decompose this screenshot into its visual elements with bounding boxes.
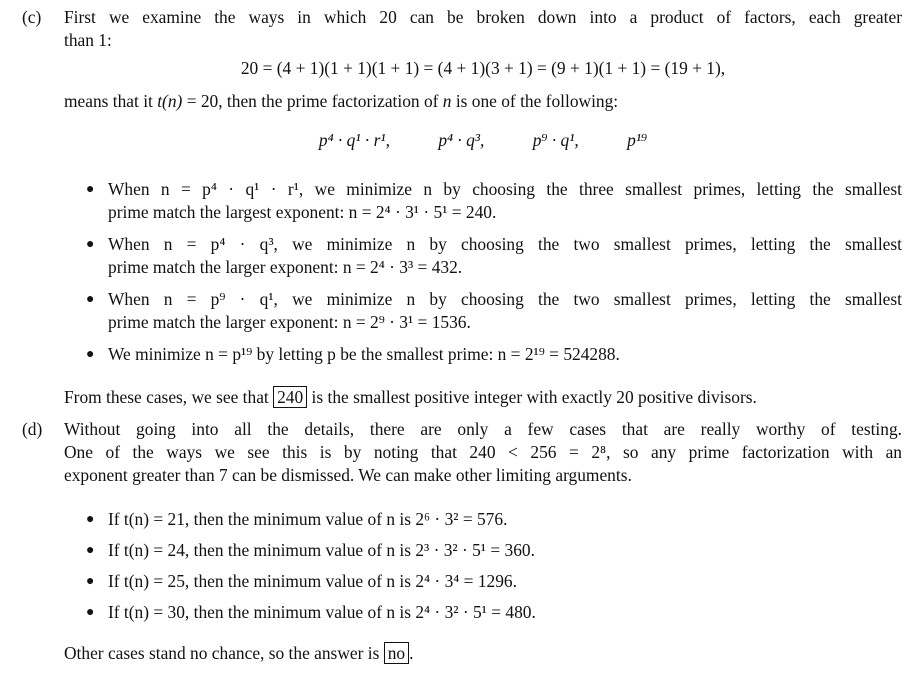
part-c-body <box>64 6 902 406</box>
bullet-1-line-2: prime match the largest exponent: n = 2⁴ · 3¹ · 5¹ = 240. <box>108 202 497 222</box>
part-c-conclusion <box>64 386 757 409</box>
statement-tn: t(n) <box>157 91 183 111</box>
bullet-icon: ● <box>86 347 95 362</box>
list-item <box>84 508 902 539</box>
part-c <box>22 6 902 406</box>
part-d-label: (d) <box>22 419 43 439</box>
part-d <box>22 418 902 668</box>
part-d-para-line-2: One of the ways we see this is by noting that 240 < 256 = 2⁸, so any prime factorization with an <box>64 442 902 462</box>
case-2: If t(n) = 24, then the minimum value of n is 2³ · 3² · 5¹ = 360. <box>108 540 535 560</box>
bullet-3-line-1: When n = p⁹ · q¹, we minimize n by choosing the two smallest primes, letting the smallest <box>108 289 902 309</box>
form-3: p⁹ · q¹, <box>532 130 579 150</box>
list-item <box>84 233 902 288</box>
answer-box-240: 240 <box>273 386 307 408</box>
case-4: If t(n) = 30, then the minimum value of n is 2⁴ · 3² · 5¹ = 480. <box>108 602 536 622</box>
bullet-2-line-1: When n = p⁴ · q³, we minimize n by choosing the two smallest primes, letting the smallest <box>108 234 902 254</box>
test-case-bullets <box>84 508 902 632</box>
bullet-icon: ● <box>86 574 95 589</box>
factorization-forms <box>64 129 902 152</box>
part-c-label: (c) <box>22 7 42 27</box>
list-item <box>84 570 902 601</box>
final-prefix: Other cases stand no chance, so the answer is <box>64 643 384 663</box>
bullet-2-line-2: prime match the larger exponent: n = 2⁴ · 3³ = 432. <box>108 257 463 277</box>
part-c-intro-line-2: than 1: <box>64 30 112 50</box>
list-item <box>84 288 902 343</box>
part-d-para-line-1: Without going into all the details, there are only a few cases that are really worthy of testing. <box>64 419 902 439</box>
form-1: p⁴ · q¹ · r¹, <box>318 130 390 150</box>
conclusion-prefix: From these cases, we see that <box>64 387 274 407</box>
bullet-icon: ● <box>86 512 95 527</box>
bullet-1-line-1: When n = p⁴ · q¹ · r¹, we minimize n by choosing the three smallest primes, letting the smallest <box>108 179 902 199</box>
form-2: p⁴ · q³, <box>438 130 485 150</box>
statement-prefix: means that it <box>64 91 158 111</box>
form-4: p¹⁹ <box>627 130 648 150</box>
list-item <box>84 178 902 233</box>
final-suffix: . <box>409 643 414 663</box>
bullet-icon: ● <box>86 543 95 558</box>
answer-box-no: no <box>384 642 409 664</box>
part-d-body <box>64 418 902 668</box>
list-item <box>84 539 902 570</box>
list-item <box>84 601 902 632</box>
part-d-final <box>64 642 413 665</box>
prime-factorization-statement <box>64 90 902 113</box>
part-c-intro-line-1: First we examine the ways in which 20 can be broken down into a product of factors, each greater <box>64 7 902 27</box>
statement-n: n <box>442 91 452 111</box>
bullet-icon: ● <box>86 292 95 307</box>
factor-equation: 20 = (4 + 1)(1 + 1)(1 + 1) = (4 + 1)(3 + 1) = (9 + 1)(1 + 1) = (19 + 1), <box>240 58 726 78</box>
part-d-para-line-3: exponent greater than 7 can be dismissed. We can make other limiting arguments. <box>64 465 632 485</box>
bullet-3-line-2: prime match the larger exponent: n = 2⁹ · 3¹ = 1536. <box>108 312 471 332</box>
bullet-icon: ● <box>86 605 95 620</box>
case-1: If t(n) = 21, then the minimum value of n is 2⁶ · 3² = 576. <box>108 509 508 529</box>
bullet-icon: ● <box>86 237 95 252</box>
bullet-icon: ● <box>86 182 95 197</box>
statement-mid: = 20, then the prime factorization of <box>182 91 443 111</box>
statement-suffix: is one of the following: <box>451 91 619 111</box>
case-bullets <box>84 178 902 373</box>
bullet-4-line-1: We minimize n = p¹⁹ by letting p be the smallest prime: n = 2¹⁹ = 524288. <box>108 344 620 364</box>
list-item <box>84 343 902 373</box>
case-3: If t(n) = 25, then the minimum value of n is 2⁴ · 3⁴ = 1296. <box>108 571 517 591</box>
conclusion-suffix: is the smallest positive integer with exactly 20 positive divisors. <box>307 387 757 407</box>
